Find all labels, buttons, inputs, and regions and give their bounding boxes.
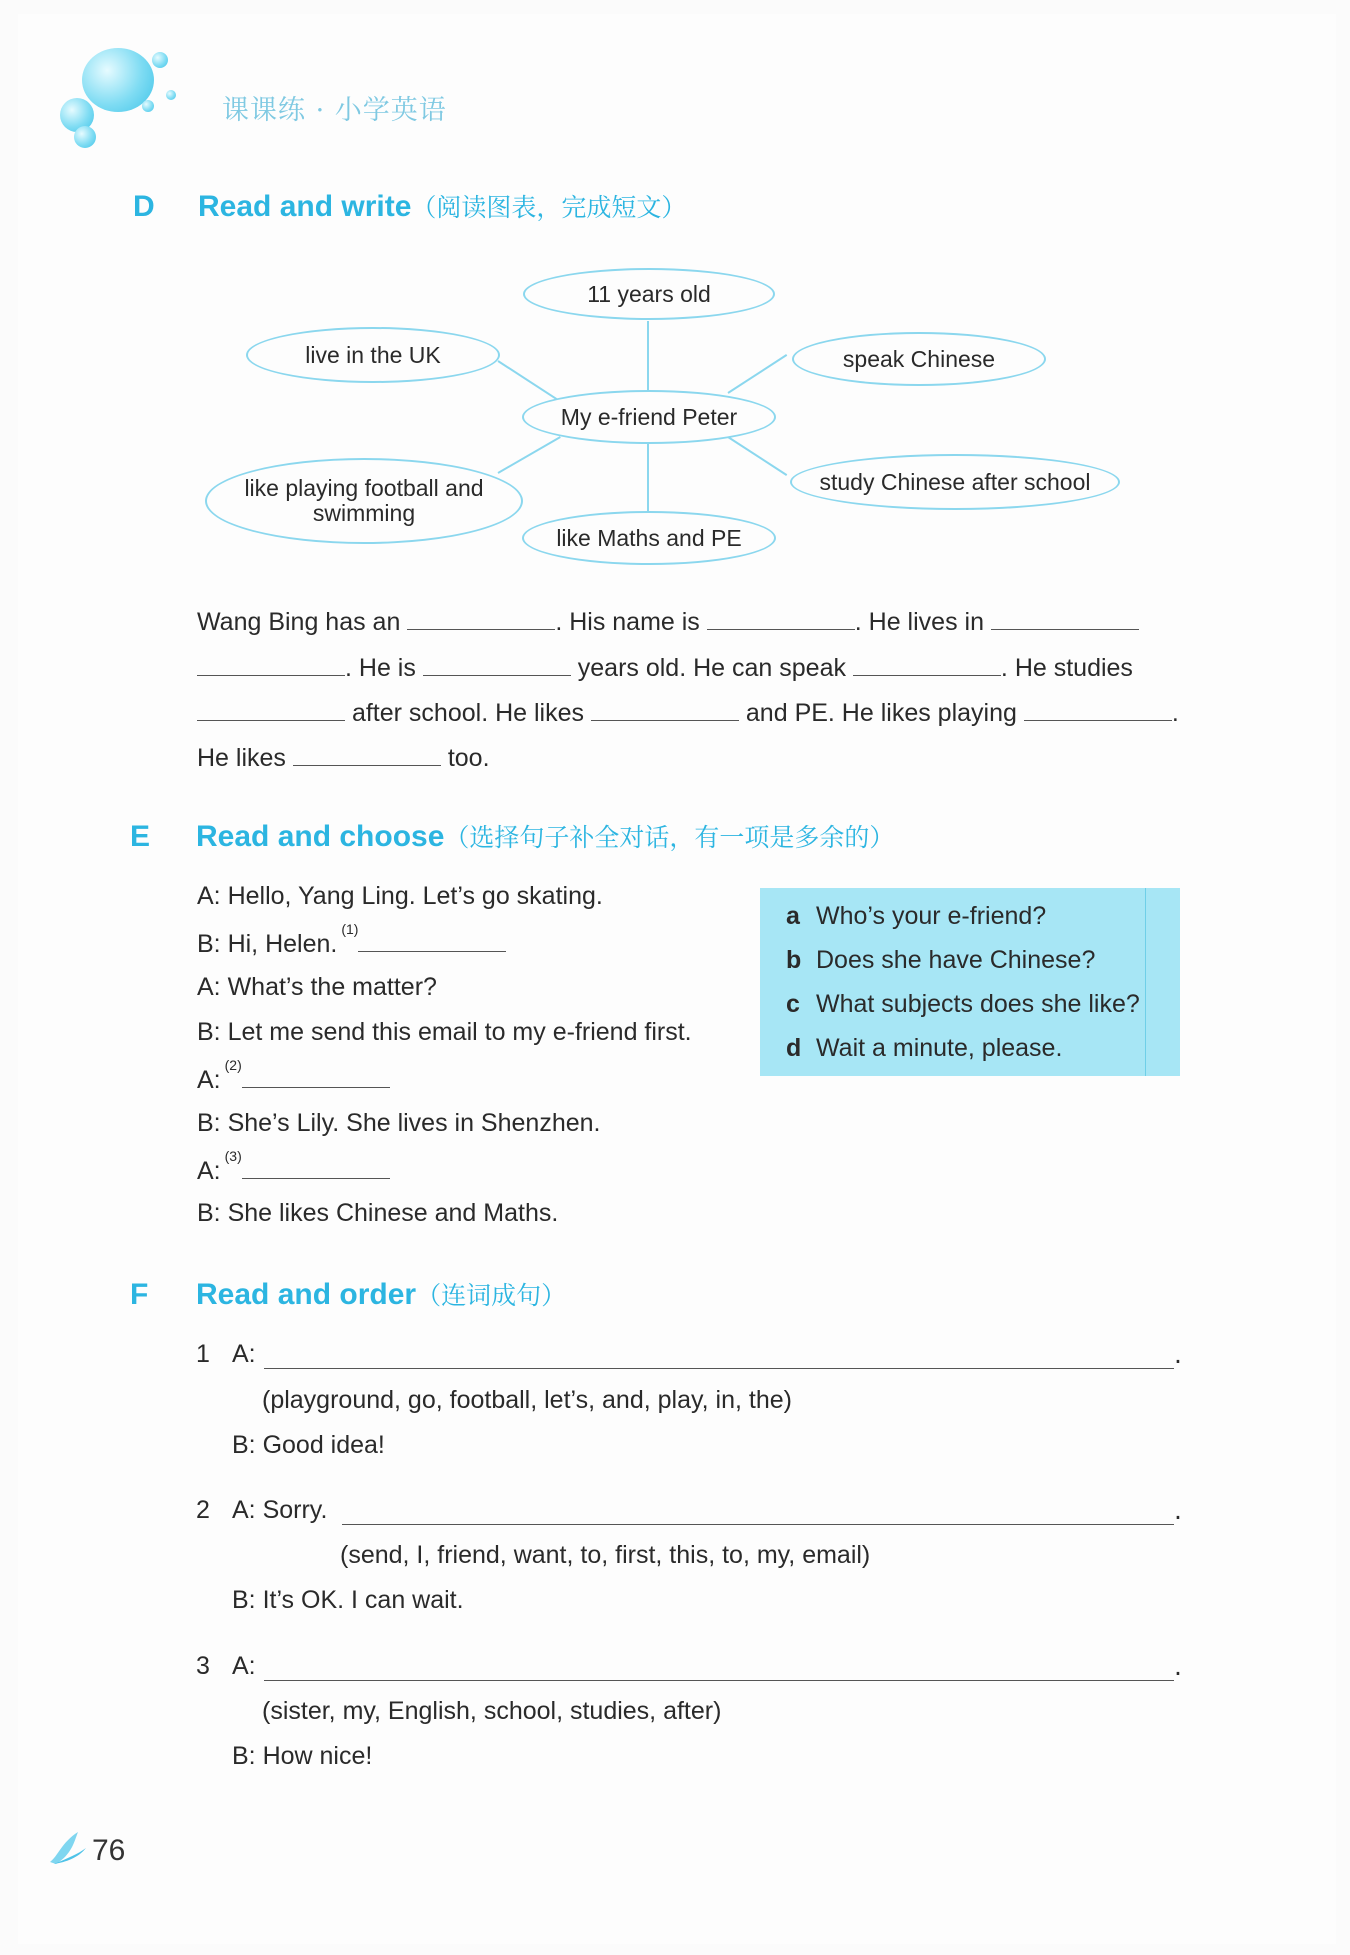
order-item-reply: B: Good idea! [232,1431,385,1459]
word-list: (sister, my, English, school, studies, after) [262,1697,722,1725]
section-d-title-cn: （阅读图表，完成短文） [411,193,687,222]
answer-blank[interactable] [242,1063,390,1088]
answer-line[interactable] [264,1368,1174,1369]
mindmap-node-study: study Chinese after school [790,454,1120,510]
section-d-title-en: Read and write [198,190,412,223]
dialogue-line: B: She likes Chinese and Maths. [197,1199,559,1227]
connector-bottom [647,439,649,511]
dialogue-line: B: She’s Lily. She lives in Shenzhen. [197,1109,601,1137]
answer-blank[interactable] [358,927,506,952]
section-e-title-en: Read and choose [196,820,445,853]
answer-blank[interactable] [242,1154,390,1179]
dialogue-line: B: Hi, Helen.$^{(1)}$ [197,927,506,959]
answer-blank[interactable] [1024,696,1172,721]
answer-blank[interactable] [407,605,555,630]
connector-top [647,321,649,393]
bubbles-decoration [60,40,220,160]
answer-blank[interactable] [991,605,1139,630]
dialogue-line: A:$^{(3)}$ [197,1154,390,1186]
order-item-number: 1 [196,1340,210,1368]
order-item-reply: B: It’s OK. I can wait. [232,1586,464,1614]
order-item-reply: B: How nice! [232,1742,373,1770]
order-item-number: 3 [196,1652,210,1680]
section-f-title-cn: （连词成句） [416,1281,567,1310]
option-b[interactable]: b Does she have Chinese? [786,946,1096,974]
order-item-prompt: A: Sorry. [232,1496,328,1524]
answer-blank[interactable] [591,696,739,721]
mindmap-node-home: live in the UK [246,327,500,383]
answer-blank[interactable] [423,651,571,676]
answer-blank[interactable] [293,741,441,766]
dialogue-line: A: Hello, Yang Ling. Let’s go skating. [197,882,603,910]
section-f-letter: F [130,1278,149,1311]
section-d-letter: D [133,190,155,223]
sentence-period: . [1174,1496,1182,1525]
page-number: 76 [92,1834,126,1867]
passage-line-4: He likes too. [197,741,490,773]
mindmap-node-subjects: like Maths and PE [522,511,776,565]
sentence-period: . [1174,1652,1182,1681]
running-head: 课课练 · 小学英语 [222,95,447,126]
answer-blank[interactable] [197,651,345,676]
section-e-letter: E [130,820,151,853]
mindmap-node-language: speak Chinese [792,332,1046,386]
options-box-edge [1145,888,1146,1076]
section-f-title-en: Read and order [196,1278,417,1311]
leaf-icon [48,1826,88,1866]
section-e-title-cn: （选择句子补全对话，有一项是多余的） [444,823,895,852]
dialogue-line: A: What’s the matter? [197,973,437,1001]
answer-blank[interactable] [707,605,855,630]
answer-line[interactable] [264,1680,1174,1681]
mindmap-node-center: My e-friend Peter [522,390,776,444]
dialogue-line: A:$^{(2)}$ [197,1063,390,1095]
word-list: (playground, go, football, let’s, and, play, in, the) [262,1386,792,1414]
section-f-title [196,1276,566,1312]
order-item-prompt: A: [232,1340,256,1368]
option-c[interactable]: c What subjects does she like? [786,990,1140,1018]
mindmap-node-hobbies: like playing football and swimming [205,458,523,544]
section-d-title [198,188,686,224]
answer-blank[interactable] [197,696,345,721]
section-e-title [196,818,894,854]
sentence-period: . [1174,1340,1182,1369]
answer-blank[interactable] [853,651,1001,676]
options-box [760,888,1180,1076]
order-item-prompt: A: [232,1652,256,1680]
answer-line[interactable] [342,1524,1174,1525]
dialogue-line: B: Let me send this email to my e-friend first. [197,1018,692,1046]
passage-line-2: . He is years old. He can speak . He studies [197,651,1133,683]
option-a[interactable]: a Who’s your e-friend? [786,902,1047,930]
word-list: (send, I, friend, want, to, first, this, to, my, email) [340,1541,871,1569]
option-d[interactable]: d Wait a minute, please. [786,1034,1063,1062]
passage-line-3: after school. He likes and PE. He likes playing . [197,696,1179,728]
passage-line-1: Wang Bing has an . His name is . He lives in [197,605,1139,637]
mindmap-node-age: 11 years old [523,268,775,320]
order-item-number: 2 [196,1496,210,1524]
